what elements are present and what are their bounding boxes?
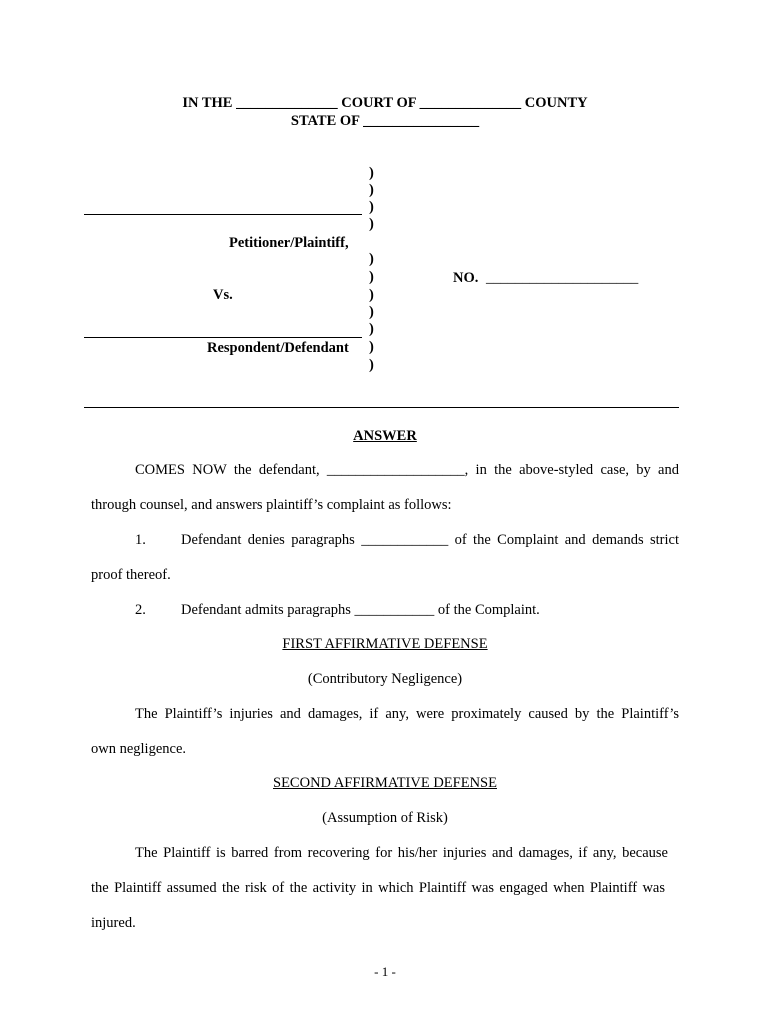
petitioner-label: Petitioner/Plaintiff, bbox=[229, 235, 349, 251]
paren: ) bbox=[369, 287, 374, 303]
intro-line-1: COMES NOW the defendant, ___________________, in the above-styled case, by and bbox=[135, 462, 679, 478]
first-defense-line-2: own negligence. bbox=[91, 741, 187, 757]
first-defense-line-1: The Plaintiff’s injuries and damages, if any, were proximately caused by the Plaintiff’s bbox=[135, 706, 679, 722]
paren: ) bbox=[369, 357, 374, 373]
vs-label: Vs. bbox=[213, 287, 233, 303]
second-defense-subheading: (Assumption of Risk) bbox=[322, 810, 448, 826]
paren: ) bbox=[369, 339, 374, 355]
paren: ) bbox=[369, 165, 374, 181]
second-defense-heading: SECOND AFFIRMATIVE DEFENSE bbox=[273, 775, 497, 791]
second-defense-line-2: the Plaintiff assumed the risk of the activity in which Plaintiff was engaged when Plaintiff was bbox=[91, 880, 665, 896]
caption-divider bbox=[84, 407, 679, 408]
paren: ) bbox=[369, 251, 374, 267]
item-2-number: 2. bbox=[135, 602, 146, 618]
second-defense-line-3: injured. bbox=[91, 915, 136, 931]
state-heading: STATE OF ________________ bbox=[290, 113, 480, 129]
defendant-name-line bbox=[84, 337, 362, 338]
plaintiff-name-line bbox=[84, 214, 362, 215]
court-heading: IN THE ______________ COURT OF ______________ COUNTY bbox=[182, 95, 588, 111]
second-defense-line-1: The Plaintiff is barred from recovering for his/her injuries and damages, if any, because bbox=[135, 845, 668, 861]
paren: ) bbox=[369, 321, 374, 337]
first-defense-heading: FIRST AFFIRMATIVE DEFENSE bbox=[282, 636, 488, 652]
document-title: ANSWER bbox=[353, 428, 417, 444]
respondent-label: Respondent/Defendant bbox=[207, 340, 349, 356]
paren: ) bbox=[369, 199, 374, 215]
page-number: - 1 - bbox=[374, 964, 396, 979]
paren: ) bbox=[369, 216, 374, 232]
paren: ) bbox=[369, 304, 374, 320]
paren: ) bbox=[369, 182, 374, 198]
first-defense-subheading: (Contributory Negligence) bbox=[307, 671, 463, 687]
item-1-number: 1. bbox=[135, 532, 146, 548]
intro-line-2: through counsel, and answers plaintiff’s complaint as follows: bbox=[91, 497, 452, 513]
case-number-blank: _____________________ bbox=[486, 270, 639, 286]
item-1-continuation: proof thereof. bbox=[91, 567, 171, 583]
case-number-label: NO. bbox=[453, 270, 479, 286]
item-2-text: Defendant admits paragraphs ___________ of the Complaint. bbox=[181, 602, 540, 618]
item-1-text: Defendant denies paragraphs ____________ of the Complaint and demands strict bbox=[181, 532, 679, 548]
paren: ) bbox=[369, 269, 374, 285]
